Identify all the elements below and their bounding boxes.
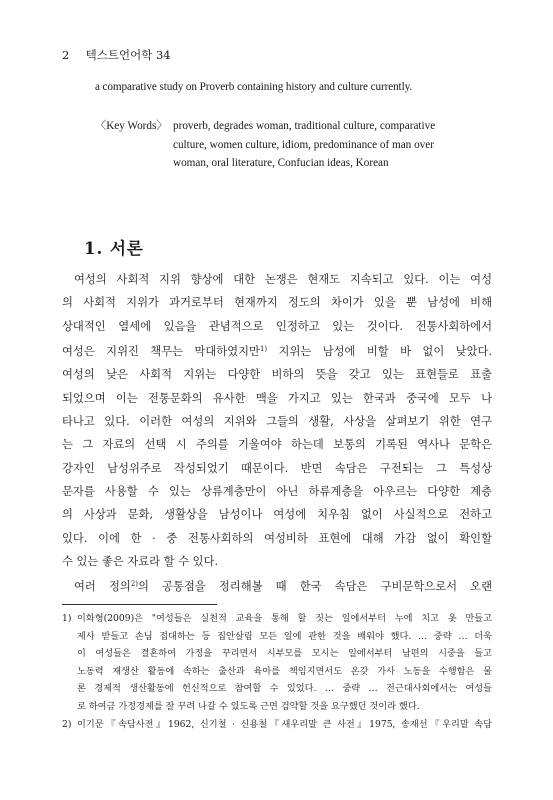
body-line: 문자를 사용할 수 있는 상류계층만이 아닌 하류계층을 아우르는 다양한 계층 xyxy=(62,485,492,499)
body-line: 여성은 지위진 책무는 막대하였지만$^{1)}$ 지위는 남성에 비할 바 없이 낮았다. xyxy=(62,345,493,359)
keywords-line: woman, oral literature, Confucian ideas, Korean xyxy=(173,157,389,169)
running-head xyxy=(62,47,171,63)
keywords-label: 〈Key Words〉 xyxy=(95,120,168,132)
journal-title: 텍스트언어학 34 xyxy=(85,48,171,62)
body-line: 있다. 이에 한 · 중 전통사회하의 여성비하 표현에 대해 가감 없이 확인할 xyxy=(62,531,492,545)
section-number: 1. xyxy=(84,239,104,258)
footnote-line: 노동력 재생산 활동에 속하는 출산과 육아를 책임지면서도 온갖 가사 노동을 수행함은 물 xyxy=(77,665,492,677)
section-title: 서론 xyxy=(109,239,144,258)
footnote-1: 1) 이화형(2009)은 "여성들은 실천적 교육을 통해 할 짓는 일에서부터 누에 치고 옷 만들고 xyxy=(62,613,492,624)
body-line: 의 사상과 문화, 생활상을 남성이나 여성에 치우침 없이 사실적으로 전하고 xyxy=(62,508,492,522)
body-line: 는 그 자료의 선택 시 주의를 기울여야 하는데 보통의 기록된 역사나 문학은 xyxy=(62,438,492,452)
body-line: 상대적인 열세에 있음을 관념적으로 인정하고 있는 것이다. 전통사회하에서 xyxy=(62,319,492,333)
keywords-text xyxy=(173,117,491,173)
abstract-tail: a comparative study on Proverb containing history and culture currently. xyxy=(95,81,413,93)
body-line: 여성의 낮은 사회적 지위는 다양한 비하의 뜻을 갖고 있는 표현들로 표출 xyxy=(62,368,492,382)
keywords-line: culture, women culture, idiom, predominance of man over xyxy=(173,138,434,151)
body-line: 여성의 사회적 지위 향상에 대한 논쟁은 현재도 지속되고 있다. 이는 여성 xyxy=(74,273,492,286)
body-line: 수 있는 좋은 자료라 할 수 있다. xyxy=(62,555,219,569)
footnote-rule xyxy=(62,604,217,605)
footnote-2: 2) 이기문『속담사전』1962, 신기철 · 신용철『새우리말 큰 사전』1975, 송재선『우리말 속담 xyxy=(62,718,492,730)
body-text xyxy=(62,268,492,599)
section-heading xyxy=(84,235,144,259)
footnote-line: 론 경제적 생산활동에 헌신적으로 참여할 수 있었다. … 중략 … 전근대사회에서는 여성들 xyxy=(77,683,492,695)
body-line: 강자인 남성위주로 작성되었기 때문이다. 반면 속담은 구전되는 그 특성상 xyxy=(62,461,492,475)
keywords-line: proverb, degrades woman, traditional culture, comparative xyxy=(173,120,436,132)
footnote-line: 제사 받들고 손님 접대하는 등 집안살림 모든 일에 관한 것을 배워야 했다. … 중략 … 더욱 xyxy=(77,630,492,642)
footnote-ref-1: 1) xyxy=(259,345,268,354)
body-line: 되었으며 이는 전통문화의 유사한 맥을 가지고 있는 한국과 중국에 모두 나 xyxy=(62,391,492,405)
footnote-line: 이 여성들은 결혼하여 가정을 꾸리면서 시부모를 모시는 일에서부터 남편의 시중을 들고 xyxy=(77,648,492,660)
footnotes xyxy=(62,610,492,733)
body-line: 의 사회적 지위가 과거로부터 현재까지 정도의 차이가 있을 뿐 남성에 비해 xyxy=(62,296,492,310)
body-line: 타나고 있다. 이러한 여성의 지위와 그들의 생활, 사상을 살펴보기 위한 연구 xyxy=(62,415,492,429)
body-line: 여러 정의$^{2)}$의 공통점을 정리해볼 때 한국 속담은 구비문학으로서 오랜 xyxy=(74,580,492,594)
footnote-line: 로 하여금 가정경제를 잘 꾸려 나갈 수 있도록 근면 검약할 것을 요구했던 것이라 했다. xyxy=(77,700,420,712)
page-number: 2 xyxy=(62,48,70,62)
footnote-ref-2: 2) xyxy=(130,580,138,589)
